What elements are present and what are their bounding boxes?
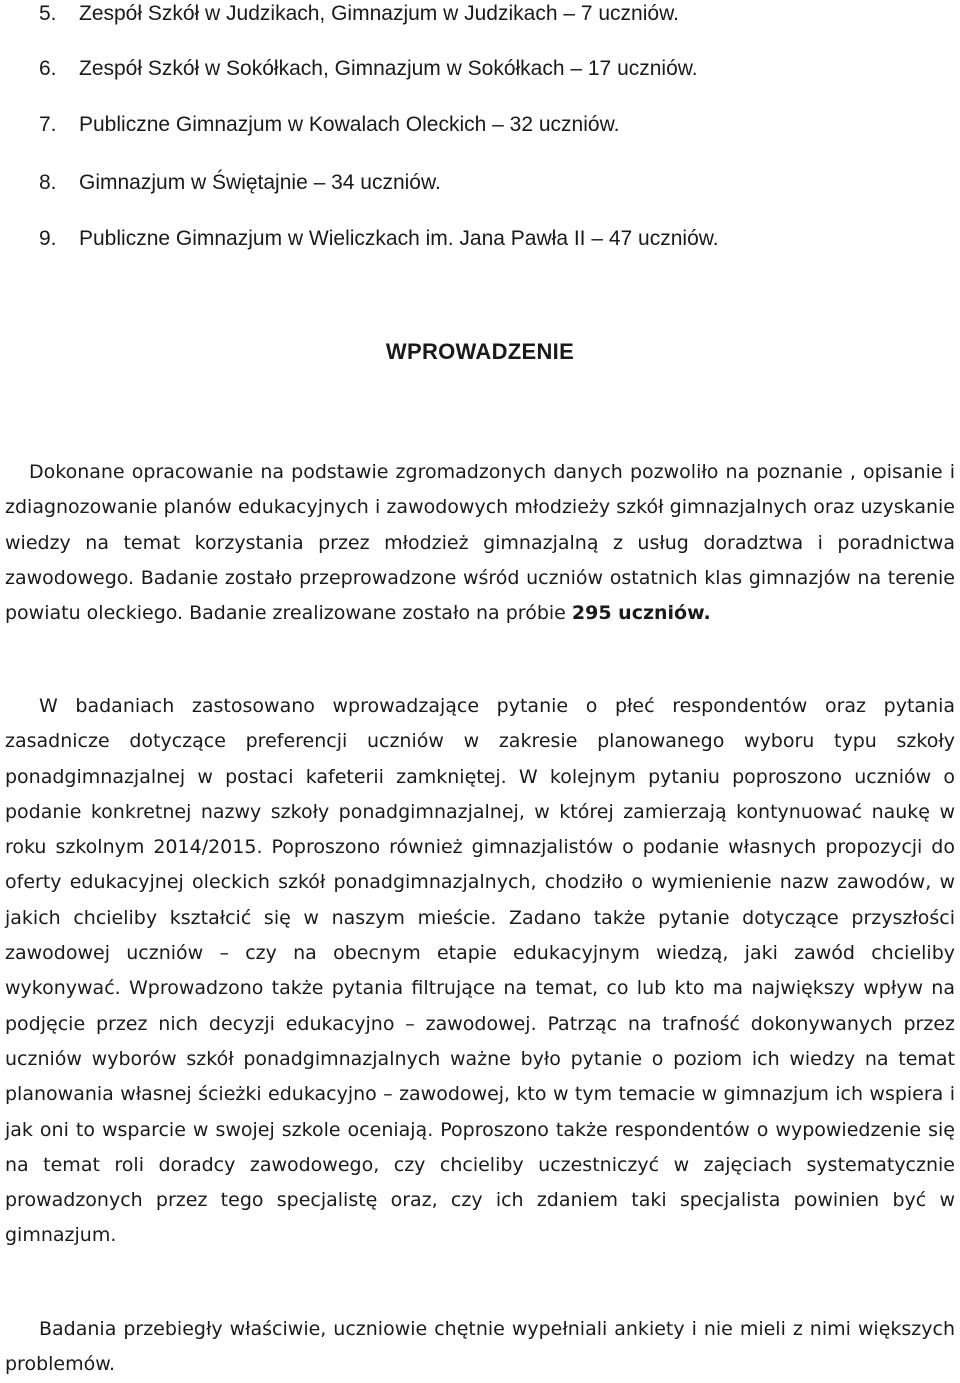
section-heading: WPROWADZENIE xyxy=(385,339,575,364)
list-item xyxy=(39,55,698,83)
list-item-text: Zespół Szkół w Judzikach, Gimnazjum w Judzikach – 7 uczniów. xyxy=(79,2,679,25)
list-item-text: Zespół Szkół w Sokółkach, Gimnazjum w Sokółkach – 17 uczniów. xyxy=(79,57,698,80)
intro-paragraph xyxy=(5,455,955,631)
list-item xyxy=(39,0,679,28)
intro-paragraph-text: Dokonane opracowanie na podstawie zgromadzonych danych pozwoliło na poznanie , opisanie i zdiagnozowanie planów edukacyjnych i zawodowych młodzieży szkół gimnazjalnych oraz uzyskanie wiedzy na temat korzystania przez młodzież gimnazjalną z usług doradztwa i poradnictwa zawodowego. Badanie zostało przeprowadzone wśród uczniów ostatnich klas gimnazjów na terenie powiatu oleckiego. Badanie zrealizowane zostało na próbie xyxy=(5,461,955,625)
list-item xyxy=(39,225,719,253)
list-item-text: Publiczne Gimnazjum w Kowalach Oleckich – 32 uczniów. xyxy=(79,113,620,136)
list-item-number: 6. xyxy=(39,57,57,80)
list-item xyxy=(39,111,619,139)
list-item-text: Publiczne Gimnazjum w Wieliczkach im. Jana Pawła II – 47 uczniów. xyxy=(79,227,719,250)
list-item xyxy=(39,169,441,197)
list-item-number: 5. xyxy=(39,2,57,25)
list-item-number: 7. xyxy=(39,113,57,136)
list-item-number: 9. xyxy=(39,227,57,250)
list-item-number: 8. xyxy=(39,171,57,194)
sample-size: 295 uczniów. xyxy=(571,602,711,625)
closing-paragraph: Badania przebiegły właściwie, uczniowie chętnie wypełniali ankiety i nie mieli z nimi większych problemów. xyxy=(5,1318,955,1376)
list-item-text: Gimnazjum w Świętajnie – 34 uczniów. xyxy=(79,171,441,194)
method-paragraph: W badaniach zastosowano wprowadzające pytanie o płeć respondentów oraz pytania zasadnicze dotyczące preferencji uczniów w zakresie planowanego wyboru typu szkoły ponadgimnazjalnej w postaci kafeterii zamkniętej. W kolejnym pytaniu poproszono uczniów o podanie konkretnej nazwy szkoły ponadgimnazjalnej, w której zamierzają kontynuować naukę w roku szkolnym 2014/2015. Poproszono również gimnazjalistów o podanie własnych propozycji do oferty edukacyjnej oleckich szkół ponadgimnazjalnych, chodziło o wymienienie nazw zawodów, w jakich chcieliby kształcić się w naszym mieście. Zadano także pytanie dotyczące przyszłości zawodowej uczniów – czy na obecnym etapie edukacyjnym wiedzą, jaki zawód chcieliby wykonywać. Wprowadzono także pytania filtrujące na temat, co lub kto ma największy wpływ na podjęcie przez nich decyzji edukacyjno – zawodowej. Patrząc na trafność dokonywanych przez uczniów wyborów szkół ponadgimnazjalnych ważne było pytanie o poziom ich wiedzy na temat planowania własnej ścieżki edukacyjno – zawodowej, kto w tym temacie w gimnazjum ich wspiera i jak oni to wsparcie w swojej szkole oceniają. Poproszono także respondentów o wypowiedzenie się na temat roli doradcy zawodowego, czy chcieliby uczestniczyć w zajęciach systematycznie prowadzonych przez tego specjalistę oraz, czy ich zdaniem taki specjalista powinien być w gimnazjum. xyxy=(5,695,955,1247)
